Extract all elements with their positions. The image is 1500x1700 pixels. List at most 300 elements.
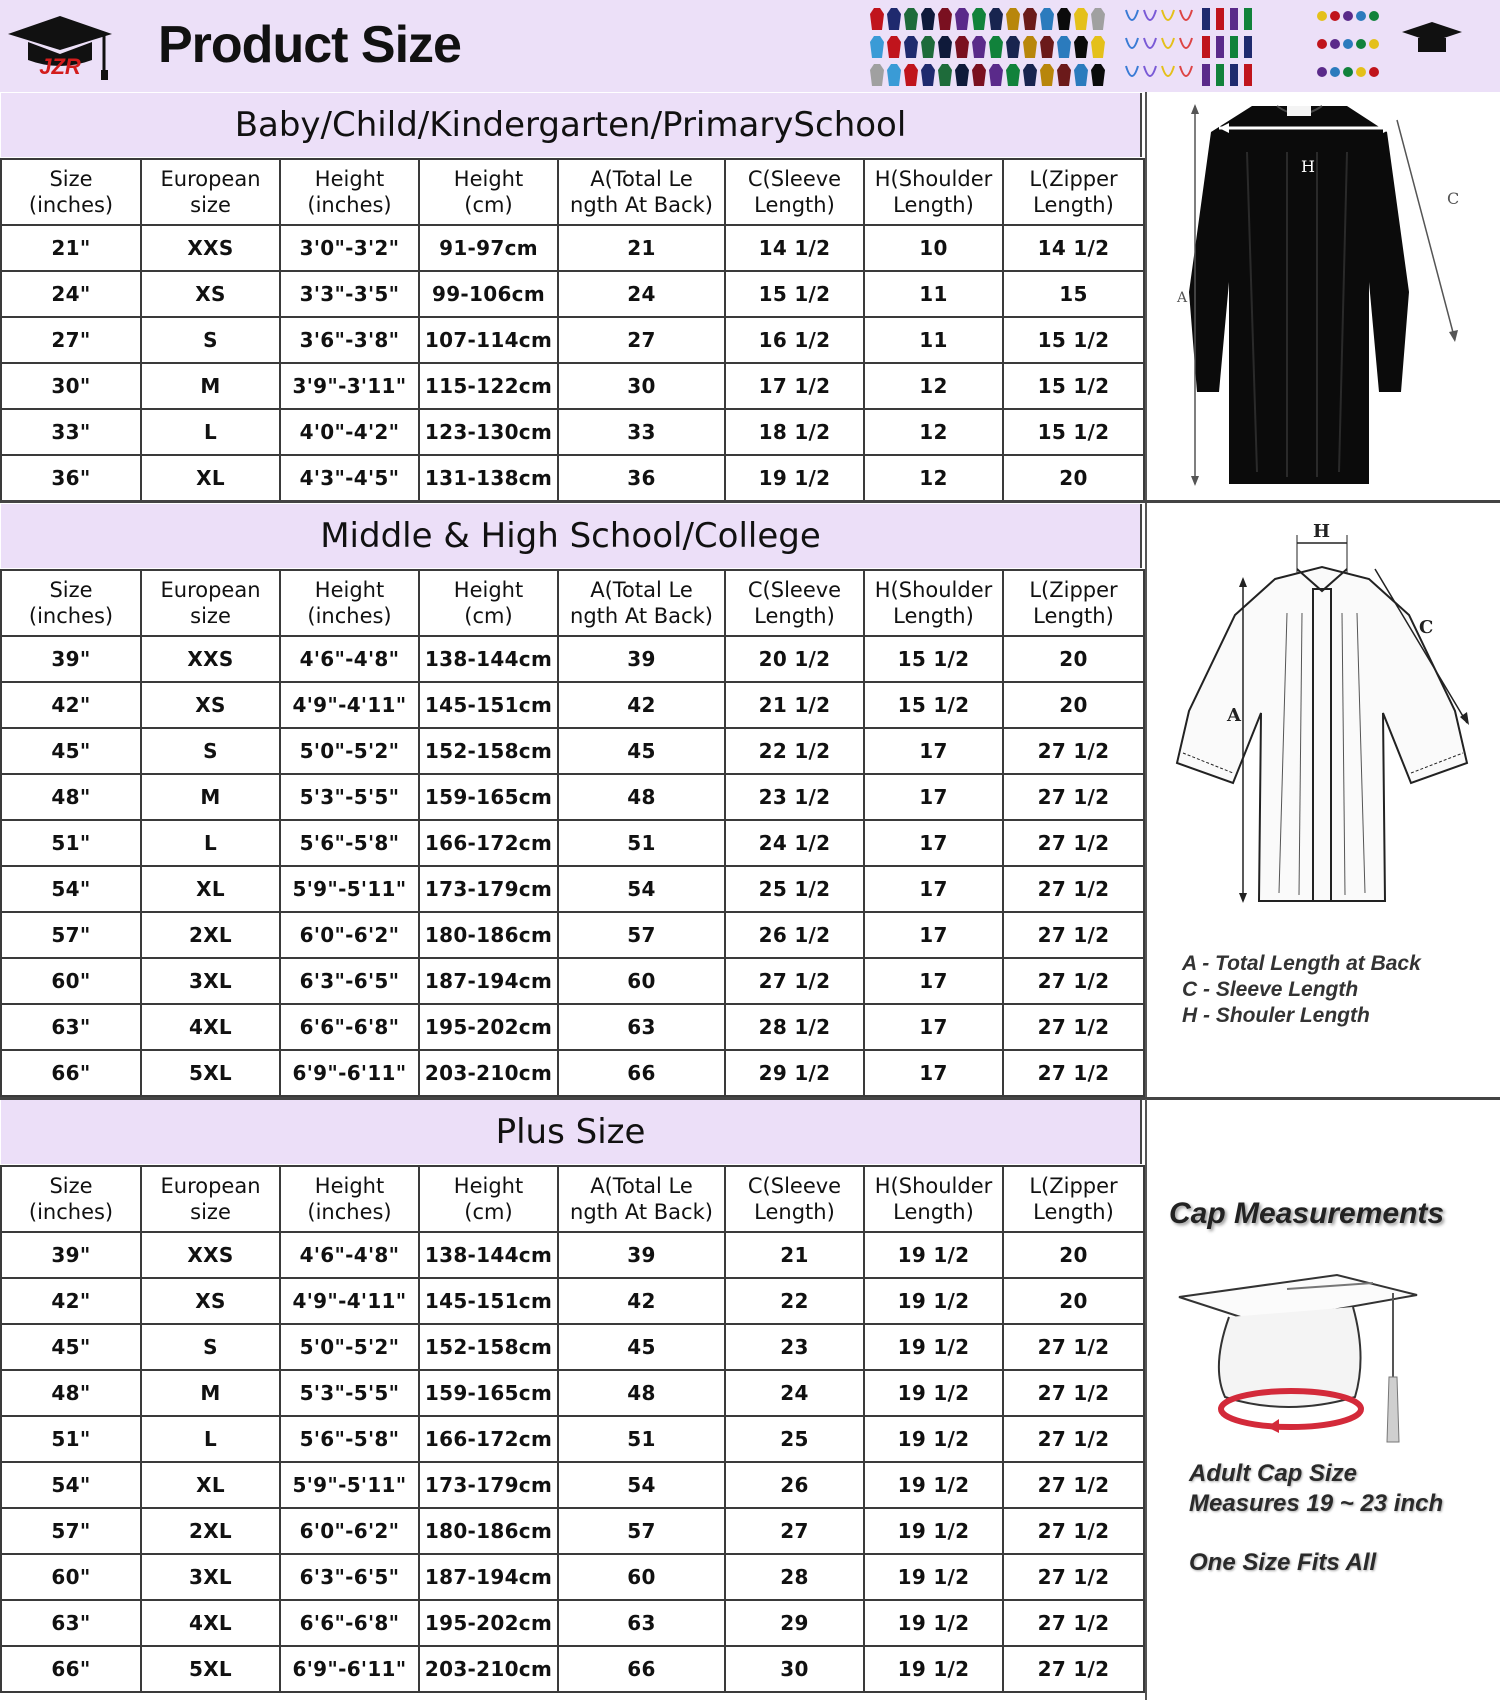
table-cell: 24 bbox=[725, 1370, 864, 1416]
table-cell: 26 1/2 bbox=[725, 912, 864, 958]
table-cell: 6'3"-6'5" bbox=[280, 1554, 419, 1600]
column-header: C(Sleeve Length) bbox=[725, 1166, 864, 1232]
gown-swatch bbox=[1040, 8, 1054, 30]
table-cell: 195-202cm bbox=[419, 1004, 558, 1050]
column-header: Height (cm) bbox=[419, 159, 558, 225]
table-cell: 63 bbox=[558, 1004, 725, 1050]
logo-text: JZR bbox=[39, 54, 81, 79]
table-cell: XL bbox=[141, 866, 280, 912]
column-header: Size (inches) bbox=[1, 159, 141, 225]
table-cell: XL bbox=[141, 455, 280, 501]
gown-swatch bbox=[1023, 8, 1037, 30]
table-row bbox=[1, 1646, 1144, 1692]
cap-size-line3: One Size Fits All bbox=[1189, 1549, 1377, 1576]
a-label: A bbox=[1177, 290, 1188, 306]
stole-swatch bbox=[1244, 8, 1252, 30]
side-panel bbox=[1145, 503, 1500, 1098]
table-cell: 5XL bbox=[141, 1646, 280, 1692]
table-cell: 19 1/2 bbox=[864, 1416, 1003, 1462]
column-header: C(Sleeve Length) bbox=[725, 570, 864, 636]
column-header: C(Sleeve Length) bbox=[725, 159, 864, 225]
table-cell: M bbox=[141, 363, 280, 409]
table-cell: 123-130cm bbox=[419, 409, 558, 455]
table-row bbox=[1, 912, 1144, 958]
table-cell: 27 1/2 bbox=[1003, 1508, 1144, 1554]
cap-size-line2: Measures 19 ~ 23 inch bbox=[1189, 1490, 1444, 1517]
tassel-swatch bbox=[1369, 11, 1379, 21]
table-cell: 57 bbox=[558, 912, 725, 958]
gown-swatch bbox=[1091, 8, 1105, 30]
header-row bbox=[1, 159, 1144, 225]
table-cell: 45 bbox=[558, 1324, 725, 1370]
table-cell: XS bbox=[141, 1278, 280, 1324]
column-header: Size (inches) bbox=[1, 1166, 141, 1232]
table-cell: 203-210cm bbox=[419, 1050, 558, 1096]
legend-a: A - Total Length at Back bbox=[1182, 952, 1421, 975]
table-cell: 22 bbox=[725, 1278, 864, 1324]
table-cell: 131-138cm bbox=[419, 455, 558, 501]
table-cell: 39 bbox=[558, 636, 725, 682]
table-cell: 17 1/2 bbox=[725, 363, 864, 409]
table-cell: 19 1/2 bbox=[864, 1324, 1003, 1370]
graduation-cap-diagram bbox=[1167, 1257, 1467, 1457]
tassel-swatch bbox=[1330, 39, 1340, 49]
table-cell: 21" bbox=[1, 225, 141, 271]
column-header: H(Shoulder Length) bbox=[864, 1166, 1003, 1232]
table-cell: 19 1/2 bbox=[864, 1462, 1003, 1508]
gown-swatch bbox=[1006, 64, 1020, 86]
table-row bbox=[1, 1004, 1144, 1050]
gown-swatch bbox=[972, 36, 986, 58]
table-row bbox=[1, 1324, 1144, 1370]
table-cell: 51" bbox=[1, 820, 141, 866]
table-cell: 15 1/2 bbox=[864, 636, 1003, 682]
table-cell: 19 1/2 bbox=[864, 1278, 1003, 1324]
column-header: H(Shoulder Length) bbox=[864, 159, 1003, 225]
stole-swatch bbox=[1216, 8, 1224, 30]
table-cell: 6'6"-6'8" bbox=[280, 1600, 419, 1646]
gown-swatch bbox=[938, 8, 952, 30]
tassel-swatch bbox=[1330, 67, 1340, 77]
gown-swatch bbox=[887, 8, 901, 30]
table-cell: 21 1/2 bbox=[725, 682, 864, 728]
table-cell: 48" bbox=[1, 774, 141, 820]
table-cell: S bbox=[141, 728, 280, 774]
table-cell: 42" bbox=[1, 682, 141, 728]
black-gown-diagram bbox=[1147, 92, 1500, 502]
table-row bbox=[1, 866, 1144, 912]
table-cell: 19 1/2 bbox=[725, 455, 864, 501]
table-cell: 145-151cm bbox=[419, 682, 558, 728]
table-cell: M bbox=[141, 774, 280, 820]
table-cell: 36" bbox=[1, 455, 141, 501]
table-cell: 21 bbox=[725, 1232, 864, 1278]
table-cell: 54" bbox=[1, 1462, 141, 1508]
table-cell: 15 1/2 bbox=[864, 682, 1003, 728]
column-header: A(Total Le ngth At Back) bbox=[558, 159, 725, 225]
table-cell: 54" bbox=[1, 866, 141, 912]
table-cell: 11 bbox=[864, 317, 1003, 363]
tassel-swatch bbox=[1356, 11, 1366, 21]
stole-swatch bbox=[1244, 64, 1252, 86]
stole-swatch bbox=[1216, 64, 1224, 86]
gown-swatch bbox=[870, 36, 884, 58]
gown-swatch bbox=[887, 64, 901, 86]
legend bbox=[1182, 951, 1421, 1029]
gown-swatch bbox=[921, 8, 935, 30]
gown-swatch bbox=[904, 64, 918, 86]
table-cell: 6'3"-6'5" bbox=[280, 958, 419, 1004]
table-cell: 29 1/2 bbox=[725, 1050, 864, 1096]
cord-swatch bbox=[1180, 38, 1192, 48]
gown-swatch bbox=[1040, 64, 1054, 86]
table-cell: 27" bbox=[1, 317, 141, 363]
side-panel bbox=[1145, 1099, 1500, 1700]
legend-c: C - Sleeve Length bbox=[1182, 978, 1359, 1001]
column-header: Height (inches) bbox=[280, 1166, 419, 1232]
table-cell: 60" bbox=[1, 1554, 141, 1600]
table-row bbox=[1, 1050, 1144, 1096]
gown-swatch bbox=[887, 36, 901, 58]
product-color-swatches bbox=[862, 2, 1498, 90]
tassel-swatch bbox=[1343, 67, 1353, 77]
table-cell: 27 1/2 bbox=[1003, 912, 1144, 958]
table-cell: 60 bbox=[558, 1554, 725, 1600]
table-cell: XXS bbox=[141, 225, 280, 271]
table-cell: 20 bbox=[1003, 1232, 1144, 1278]
size-table bbox=[0, 158, 1145, 502]
table-cell: 166-172cm bbox=[419, 1416, 558, 1462]
gown-swatch bbox=[1057, 8, 1071, 30]
table-row bbox=[1, 363, 1144, 409]
gown-swatch bbox=[1074, 8, 1088, 30]
table-cell: 60" bbox=[1, 958, 141, 1004]
table-cell: 180-186cm bbox=[419, 912, 558, 958]
table-row bbox=[1, 636, 1144, 682]
tassel-swatch bbox=[1356, 67, 1366, 77]
table-cell: 195-202cm bbox=[419, 1600, 558, 1646]
table-cell: 25 bbox=[725, 1416, 864, 1462]
table-cell: 17 bbox=[864, 1004, 1003, 1050]
table-cell: 5'0"-5'2" bbox=[280, 1324, 419, 1370]
table-cell: 4XL bbox=[141, 1004, 280, 1050]
table-cell: 5'9"-5'11" bbox=[280, 1462, 419, 1508]
tassel-swatch bbox=[1369, 39, 1379, 49]
table-cell: 48" bbox=[1, 1370, 141, 1416]
table-cell: 173-179cm bbox=[419, 1462, 558, 1508]
table-cell: 42 bbox=[558, 682, 725, 728]
table-cell: XXS bbox=[141, 636, 280, 682]
table-cell: 23 bbox=[725, 1324, 864, 1370]
table-cell: 15 1/2 bbox=[725, 271, 864, 317]
size-table bbox=[0, 1165, 1145, 1693]
cord-swatch bbox=[1126, 38, 1138, 48]
table-cell: 17 bbox=[864, 958, 1003, 1004]
table-cell: 27 1/2 bbox=[1003, 1370, 1144, 1416]
table-cell: 17 bbox=[864, 912, 1003, 958]
table-cell: 42" bbox=[1, 1278, 141, 1324]
stole-swatch bbox=[1230, 8, 1238, 30]
tassel-swatch bbox=[1317, 11, 1327, 21]
table-cell: 4'9"-4'11" bbox=[280, 1278, 419, 1324]
table-cell: 24 1/2 bbox=[725, 820, 864, 866]
logo bbox=[4, 12, 116, 84]
table-cell: 63 bbox=[558, 1600, 725, 1646]
table-cell: 27 1/2 bbox=[1003, 1646, 1144, 1692]
legend-h: H - Shouler Length bbox=[1182, 1004, 1370, 1027]
table-cell: 15 1/2 bbox=[1003, 363, 1144, 409]
table-row bbox=[1, 317, 1144, 363]
table-cell: 3'3"-3'5" bbox=[280, 271, 419, 317]
table-cell: 54 bbox=[558, 1462, 725, 1508]
table-cell: 63" bbox=[1, 1004, 141, 1050]
table-cell: 187-194cm bbox=[419, 1554, 558, 1600]
stole-swatch bbox=[1202, 36, 1210, 58]
table-cell: S bbox=[141, 317, 280, 363]
table-cell: 152-158cm bbox=[419, 1324, 558, 1370]
cord-swatch bbox=[1162, 66, 1174, 76]
cap-swatch-base bbox=[1418, 38, 1446, 52]
tassel-swatch bbox=[1343, 11, 1353, 21]
table-cell: 28 bbox=[725, 1554, 864, 1600]
table-cell: 19 1/2 bbox=[864, 1646, 1003, 1692]
gown-swatch bbox=[1074, 64, 1088, 86]
column-header: A(Total Le ngth At Back) bbox=[558, 570, 725, 636]
table-cell: 152-158cm bbox=[419, 728, 558, 774]
h-label: H bbox=[1313, 521, 1331, 542]
table-cell: 3'6"-3'8" bbox=[280, 317, 419, 363]
column-header: Size (inches) bbox=[1, 570, 141, 636]
column-header: H(Shoulder Length) bbox=[864, 570, 1003, 636]
table-cell: 27 1/2 bbox=[1003, 1462, 1144, 1508]
table-row bbox=[1, 958, 1144, 1004]
size-table bbox=[0, 569, 1145, 1097]
table-cell: 145-151cm bbox=[419, 1278, 558, 1324]
table-cell: 6'0"-6'2" bbox=[280, 1508, 419, 1554]
table-row bbox=[1, 225, 1144, 271]
page-title: Product Size bbox=[158, 16, 461, 74]
table-cell: 27 1/2 bbox=[1003, 728, 1144, 774]
table-cell: 63" bbox=[1, 1600, 141, 1646]
table-cell: 4'6"-4'8" bbox=[280, 1232, 419, 1278]
table-cell: 17 bbox=[864, 820, 1003, 866]
gown-shape bbox=[1189, 106, 1409, 484]
table-row bbox=[1, 455, 1144, 501]
column-header: Height (cm) bbox=[419, 570, 558, 636]
table-cell: 4'9"-4'11" bbox=[280, 682, 419, 728]
cord-swatch bbox=[1162, 10, 1174, 20]
table-cell: 45 bbox=[558, 728, 725, 774]
table-cell: 33" bbox=[1, 409, 141, 455]
table-cell: 16 1/2 bbox=[725, 317, 864, 363]
table-row bbox=[1, 1554, 1144, 1600]
table-cell: 159-165cm bbox=[419, 774, 558, 820]
gown-swatch bbox=[1057, 64, 1071, 86]
table-cell: 45" bbox=[1, 1324, 141, 1370]
gown-swatch bbox=[1006, 36, 1020, 58]
column-header: European size bbox=[141, 1166, 280, 1232]
gown-swatch bbox=[989, 36, 1003, 58]
table-cell: 51" bbox=[1, 1416, 141, 1462]
table-cell: S bbox=[141, 1324, 280, 1370]
section-title: Baby/Child/Kindergarten/PrimarySchool bbox=[1, 93, 1142, 157]
section-highschool bbox=[0, 503, 1500, 1098]
table-row bbox=[1, 271, 1144, 317]
table-cell: 30" bbox=[1, 363, 141, 409]
table-cell: 22 1/2 bbox=[725, 728, 864, 774]
tassel-swatch bbox=[1369, 67, 1379, 77]
table-cell: XS bbox=[141, 271, 280, 317]
stole-swatch bbox=[1244, 36, 1252, 58]
gown-swatch bbox=[870, 64, 884, 86]
c-label: C bbox=[1447, 189, 1460, 208]
gown-swatch bbox=[904, 8, 918, 30]
gown-swatch bbox=[921, 64, 935, 86]
table-cell: 24" bbox=[1, 271, 141, 317]
gown-line-diagram bbox=[1147, 503, 1500, 933]
gown-swatch bbox=[938, 36, 952, 58]
tassel-swatch bbox=[1356, 39, 1366, 49]
table-cell: 203-210cm bbox=[419, 1646, 558, 1692]
table-row bbox=[1, 1508, 1144, 1554]
tassel-swatch bbox=[1330, 11, 1340, 21]
table-cell: 57" bbox=[1, 1508, 141, 1554]
column-header: European size bbox=[141, 159, 280, 225]
table-cell: 19 1/2 bbox=[864, 1508, 1003, 1554]
table-cell: 17 bbox=[864, 774, 1003, 820]
table-cell: 5'6"-5'8" bbox=[280, 1416, 419, 1462]
table-cell: 27 1/2 bbox=[1003, 1554, 1144, 1600]
table-cell: 138-144cm bbox=[419, 636, 558, 682]
gown-swatch bbox=[1023, 64, 1037, 86]
section-title: Middle & High School/College bbox=[1, 504, 1142, 568]
table-cell: 17 bbox=[864, 728, 1003, 774]
table-cell: 15 bbox=[1003, 271, 1144, 317]
cord-swatch bbox=[1144, 10, 1156, 20]
table-cell: XS bbox=[141, 682, 280, 728]
column-header: L(Zipper Length) bbox=[1003, 570, 1144, 636]
cord-swatch bbox=[1126, 66, 1138, 76]
column-header: Height (inches) bbox=[280, 159, 419, 225]
gown-swatch bbox=[989, 64, 1003, 86]
cord-swatch bbox=[1180, 10, 1192, 20]
table-cell: 10 bbox=[864, 225, 1003, 271]
column-header: Height (cm) bbox=[419, 1166, 558, 1232]
table-cell: 66" bbox=[1, 1646, 141, 1692]
table-cell: 180-186cm bbox=[419, 1508, 558, 1554]
table-cell: 99-106cm bbox=[419, 271, 558, 317]
column-header: L(Zipper Length) bbox=[1003, 1166, 1144, 1232]
table-cell: 19 1/2 bbox=[864, 1232, 1003, 1278]
gown-swatch bbox=[1023, 36, 1037, 58]
table-cell: 20 bbox=[1003, 455, 1144, 501]
table-cell: 18 1/2 bbox=[725, 409, 864, 455]
table-cell: 4'3"-4'5" bbox=[280, 455, 419, 501]
side-panel bbox=[1145, 92, 1500, 502]
gown-swatch bbox=[921, 36, 935, 58]
table-cell: 39 bbox=[558, 1232, 725, 1278]
table-cell: L bbox=[141, 820, 280, 866]
gown-swatch bbox=[904, 36, 918, 58]
table-cell: 15 1/2 bbox=[1003, 409, 1144, 455]
stole-swatch bbox=[1230, 36, 1238, 58]
table-cell: 48 bbox=[558, 774, 725, 820]
a-label: A bbox=[1227, 705, 1241, 726]
table-cell: L bbox=[141, 409, 280, 455]
table-cell: 21 bbox=[558, 225, 725, 271]
stole-swatch bbox=[1202, 8, 1210, 30]
table-cell: 27 bbox=[558, 317, 725, 363]
table-cell: 19 1/2 bbox=[864, 1554, 1003, 1600]
table-row bbox=[1, 1232, 1144, 1278]
table-cell: 33 bbox=[558, 409, 725, 455]
table-cell: 66 bbox=[558, 1646, 725, 1692]
table-cell: 25 1/2 bbox=[725, 866, 864, 912]
table-cell: 4'0"-4'2" bbox=[280, 409, 419, 455]
tassel-swatch bbox=[1317, 67, 1327, 77]
table-cell: XL bbox=[141, 1462, 280, 1508]
column-header: A(Total Le ngth At Back) bbox=[558, 1166, 725, 1232]
table-cell: XXS bbox=[141, 1232, 280, 1278]
stole-swatch bbox=[1202, 64, 1210, 86]
table-row bbox=[1, 774, 1144, 820]
gown-swatch bbox=[972, 64, 986, 86]
table-cell: 5'6"-5'8" bbox=[280, 820, 419, 866]
table-cell: 27 1/2 bbox=[1003, 1600, 1144, 1646]
table-cell: 2XL bbox=[141, 1508, 280, 1554]
table-cell: 30 bbox=[725, 1646, 864, 1692]
c-label: C bbox=[1419, 617, 1434, 638]
table-cell: 30 bbox=[558, 363, 725, 409]
cord-swatch bbox=[1144, 66, 1156, 76]
column-header: L(Zipper Length) bbox=[1003, 159, 1144, 225]
stole-swatch bbox=[1216, 36, 1224, 58]
table-cell: 12 bbox=[864, 455, 1003, 501]
table-cell: 14 1/2 bbox=[725, 225, 864, 271]
table-cell: 4'6"-4'8" bbox=[280, 636, 419, 682]
table-cell: 20 bbox=[1003, 1278, 1144, 1324]
table-cell: 2XL bbox=[141, 912, 280, 958]
cord-swatch bbox=[1126, 10, 1138, 20]
table-row bbox=[1, 1462, 1144, 1508]
table-cell: 66" bbox=[1, 1050, 141, 1096]
table-cell: 54 bbox=[558, 866, 725, 912]
table-cell: 115-122cm bbox=[419, 363, 558, 409]
gown-swatch bbox=[1006, 8, 1020, 30]
column-header: Height (inches) bbox=[280, 570, 419, 636]
table-cell: 27 1/2 bbox=[1003, 1004, 1144, 1050]
table-cell: 17 bbox=[864, 1050, 1003, 1096]
table-cell: 51 bbox=[558, 1416, 725, 1462]
section-title: Plus Size bbox=[1, 1100, 1142, 1164]
gown-swatch bbox=[870, 8, 884, 30]
table-row bbox=[1, 1278, 1144, 1324]
table-cell: 4XL bbox=[141, 1600, 280, 1646]
gown-swatch bbox=[989, 8, 1003, 30]
table-cell: 6'9"-6'11" bbox=[280, 1050, 419, 1096]
table-cell: 39" bbox=[1, 636, 141, 682]
table-cell: 57 bbox=[558, 1508, 725, 1554]
table-cell: 66 bbox=[558, 1050, 725, 1096]
table-cell: 28 1/2 bbox=[725, 1004, 864, 1050]
table-cell: 14 1/2 bbox=[1003, 225, 1144, 271]
table-cell: 23 1/2 bbox=[725, 774, 864, 820]
table-cell: 11 bbox=[864, 271, 1003, 317]
table-cell: 60 bbox=[558, 958, 725, 1004]
tassel-swatch bbox=[1317, 39, 1327, 49]
table-cell: 27 1/2 bbox=[1003, 1050, 1144, 1096]
header bbox=[0, 0, 1500, 92]
